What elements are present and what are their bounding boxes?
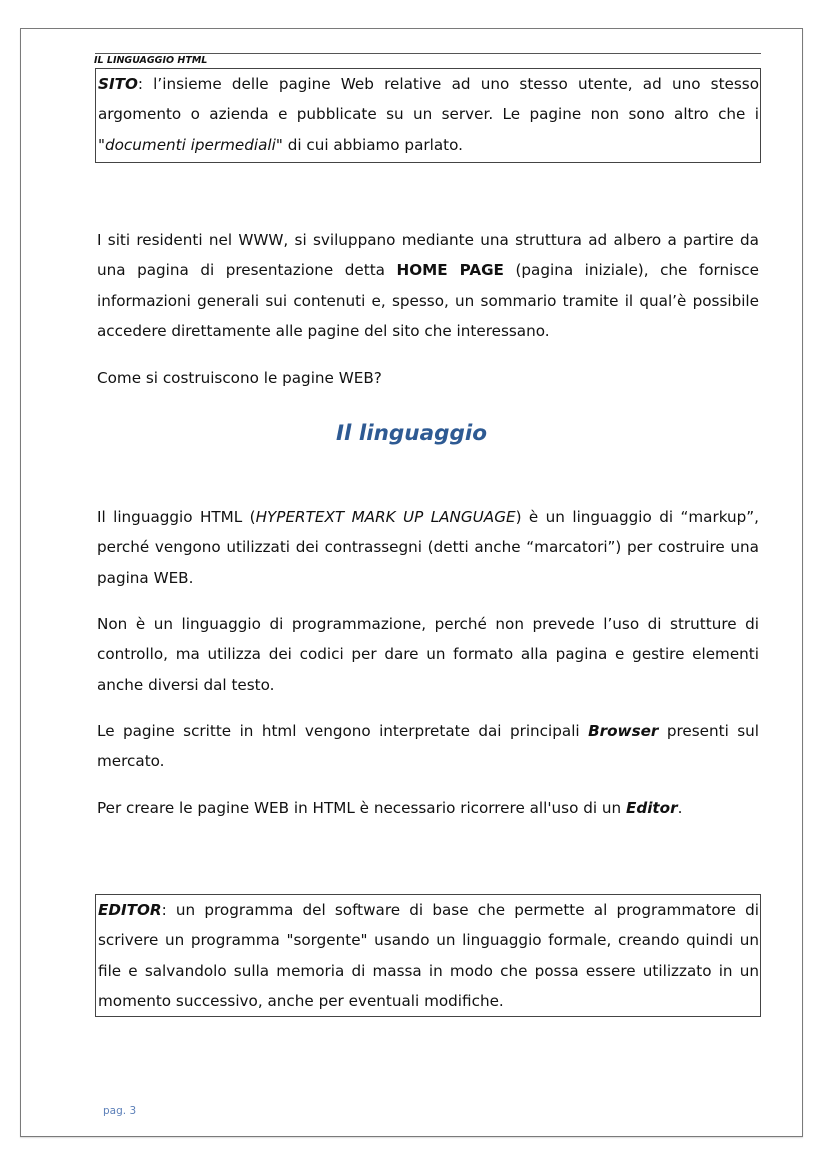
- paragraph-siti: I siti residenti nel WWW, si sviluppano mediante una struttura ad albero a partire da una pagina di presentazione detta HOME PAGE (pagina iniziale), che fornisce informazioni generali sui contenuti e, spesso, un sommario tramite il qual’è possibile accedere direttamente alle pagine del sito che interessano.: [97, 231, 759, 340]
- section-heading: Il linguaggio: [335, 421, 488, 446]
- paragraph-html-definition: Il linguaggio HTML (HYPERTEXT MARK UP LANGUAGE) è un linguaggio di “markup”, perché vengono utilizzati dei contrassegni (detti anche “marcatori”) per costruire una pagina WEB.: [97, 508, 759, 587]
- paragraph-browser: Le pagine scritte in html vengono interpretate dai principali Browser presenti sul mercato.: [97, 722, 759, 771]
- emphasis-documenti-ipermediali: documenti ipermediali: [105, 135, 276, 154]
- definition-term-sito: SITO: [98, 75, 138, 93]
- emphasis-browser: Browser: [588, 722, 659, 740]
- definition-term-editor: EDITOR: [98, 901, 162, 919]
- paragraph-not-programming: Non è un linguaggio di programmazione, perché non prevede l’uso di strutture di controllo, ma utilizza dei codici per dare un formato alla pagina e gestire elementi anche diversi dal testo.: [97, 615, 759, 694]
- definition-box-sito: [95, 68, 761, 163]
- emphasis-editor: Editor: [625, 799, 678, 817]
- header-rule: [95, 53, 761, 54]
- paragraph-question: Come si costruiscono le pagine WEB?: [97, 369, 382, 387]
- definition-sito-text: SITO: l’insieme delle pagine Web relative ad uno stesso utente, ad uno stesso argomento o azienda e pubblicate su un server. Le pagine non sono altro che i "documenti ipermediali" di cui abbiamo parlato.: [98, 75, 759, 154]
- running-header: IL LINGUAGGIO HTML: [94, 55, 208, 66]
- page-number: pag. 3: [103, 1105, 137, 1117]
- emphasis-home-page: HOME PAGE: [396, 261, 504, 280]
- definition-editor-text: EDITOR: un programma del software di base che permette al programmatore di scrivere un programma "sorgente" usando un linguaggio formale, creando quindi un file e salvandolo sulla memoria di massa in modo che possa essere utilizzato in un momento successivo, anche per eventuali modifiche.: [98, 901, 759, 1010]
- definition-box-editor: [95, 894, 761, 1017]
- paragraph-editor-intro: Per creare le pagine WEB in HTML è necessario ricorrere all'uso di un Editor.: [97, 799, 683, 817]
- emphasis-hypertext: HYPERTEXT MARK UP LANGUAGE: [255, 508, 516, 526]
